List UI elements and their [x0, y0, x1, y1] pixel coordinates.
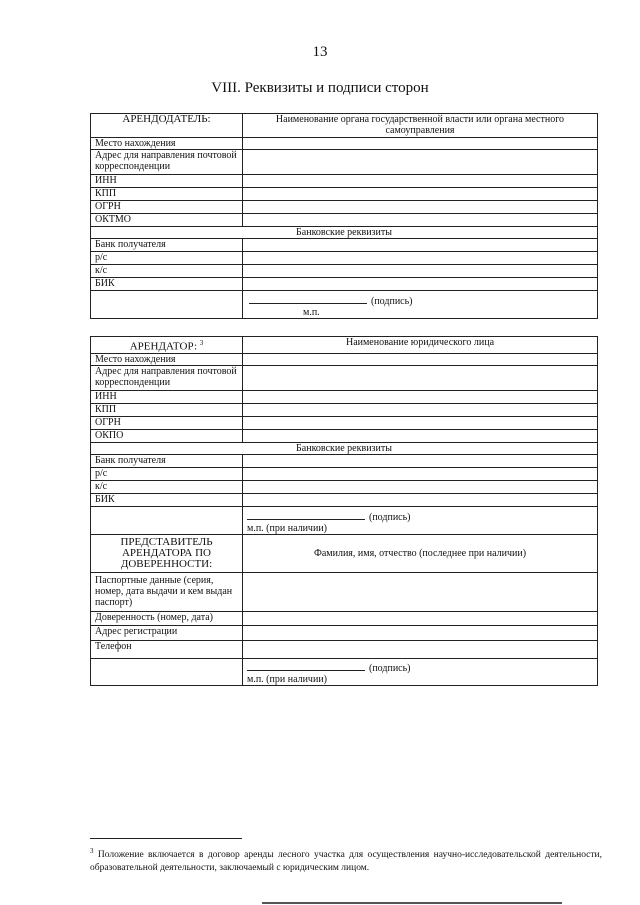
- lessee-header-value: Наименование юридического лица: [243, 337, 598, 354]
- lessee-table: [90, 336, 598, 686]
- field-label: БИК: [91, 278, 243, 291]
- field-value[interactable]: [243, 494, 598, 507]
- stamp-caption: м.п. (при наличии): [247, 523, 327, 534]
- table-row: [91, 366, 598, 391]
- field-value[interactable]: [243, 366, 598, 391]
- field-label: Адрес регистрации: [91, 626, 243, 641]
- field-label: КПП: [91, 188, 243, 201]
- field-value[interactable]: [243, 175, 598, 188]
- lessor-table: [90, 113, 598, 319]
- signature-line: [247, 510, 365, 520]
- field-label: к/с: [91, 481, 243, 494]
- footnote-mark: 3: [199, 338, 204, 347]
- field-value[interactable]: [243, 278, 598, 291]
- field-label: Адрес для направления почтовой корреспонденции: [91, 366, 243, 391]
- table-row: [91, 265, 598, 278]
- table-row: [91, 430, 598, 443]
- table-row: [91, 214, 598, 227]
- field-value[interactable]: [243, 214, 598, 227]
- table-row: [91, 188, 598, 201]
- table-row: [91, 201, 598, 214]
- signature-caption: (подпись): [371, 296, 413, 307]
- field-value[interactable]: [243, 641, 598, 659]
- field-label: Место нахождения: [91, 354, 243, 366]
- lessee-header-cell: [91, 337, 243, 354]
- field-label: Банк получателя: [91, 239, 243, 252]
- field-label: Телефон: [91, 641, 243, 659]
- field-label: Место нахождения: [91, 138, 243, 150]
- field-value[interactable]: [243, 239, 598, 252]
- lessee-header-label: АРЕНДАТОР:: [129, 340, 198, 353]
- signature-line: [247, 661, 365, 671]
- signature-row: [91, 291, 598, 319]
- representative-header-label: ПРЕДСТАВИТЕЛЬ АРЕНДАТОРА ПО ДОВЕРЕННОСТИ:: [91, 535, 243, 573]
- bank-heading: Банковские реквизиты: [91, 227, 598, 239]
- signature-cell[interactable]: [243, 507, 598, 535]
- table-row: [91, 612, 598, 626]
- signature-caption: (подпись): [369, 512, 411, 523]
- section-title: VIII. Реквизиты и подписи сторон: [211, 80, 429, 96]
- field-value[interactable]: [243, 430, 598, 443]
- field-label: Банк получателя: [91, 455, 243, 468]
- field-label: р/с: [91, 252, 243, 265]
- field-label: Адрес для направления почтовой корреспонденции: [91, 150, 243, 175]
- field-value[interactable]: [243, 188, 598, 201]
- field-value[interactable]: [243, 150, 598, 175]
- field-value[interactable]: [243, 481, 598, 494]
- field-value[interactable]: [243, 455, 598, 468]
- table-row: [91, 239, 598, 252]
- table-row: [91, 494, 598, 507]
- table-row: [91, 150, 598, 175]
- field-value[interactable]: [243, 626, 598, 641]
- field-label: ОГРН: [91, 417, 243, 430]
- table-row: [91, 626, 598, 641]
- representative-header-row: [91, 535, 598, 573]
- table-row: [91, 252, 598, 265]
- bank-heading: Банковские реквизиты: [91, 443, 598, 455]
- field-label: КПП: [91, 404, 243, 417]
- field-label: к/с: [91, 265, 243, 278]
- field-label: ИНН: [91, 391, 243, 404]
- page-number: 13: [312, 44, 328, 60]
- bank-heading-row: [91, 443, 598, 455]
- scan-edge: [262, 902, 562, 904]
- representative-header-value: Фамилия, имя, отчество (последнее при наличии): [243, 535, 598, 573]
- field-label: БИК: [91, 494, 243, 507]
- field-label: ОГРН: [91, 201, 243, 214]
- signature-caption: (подпись): [369, 663, 411, 674]
- table-row: [91, 175, 598, 188]
- table-row: [91, 138, 598, 150]
- field-value[interactable]: [243, 468, 598, 481]
- table-row: [91, 573, 598, 612]
- footnote-divider: [90, 838, 242, 839]
- field-value[interactable]: [243, 391, 598, 404]
- table-row: [91, 354, 598, 366]
- field-label: Паспортные данные (серия, номер, дата выдачи и кем выдан паспорт): [91, 573, 243, 612]
- signature-cell[interactable]: [243, 659, 598, 686]
- signature-cell[interactable]: [243, 291, 598, 319]
- signature-row: [91, 507, 598, 535]
- table-row: [91, 455, 598, 468]
- table-row: [91, 391, 598, 404]
- table-row: [91, 278, 598, 291]
- signature-line: [249, 294, 367, 304]
- field-label: ОКТМО: [91, 214, 243, 227]
- footnote-text: Положение включается в договор аренды лесного участка для осуществления научно-исследовательской деятельности, образовательной деятельности, заключаемый с юридическим лицом.: [90, 850, 603, 874]
- field-label: Доверенность (номер, дата): [91, 612, 243, 626]
- field-value[interactable]: [243, 252, 598, 265]
- footnote: [90, 845, 602, 875]
- field-value[interactable]: [243, 201, 598, 214]
- lessor-header-value: Наименование органа государственной власти или органа местного самоуправления: [243, 114, 598, 138]
- field-value[interactable]: [243, 138, 598, 150]
- lessor-header-label: АРЕНДОДАТЕЛЬ:: [91, 114, 243, 138]
- field-value[interactable]: [243, 265, 598, 278]
- stamp-caption: м.п.: [303, 307, 320, 318]
- bank-heading-row: [91, 227, 598, 239]
- table-row: [91, 468, 598, 481]
- table-row: [91, 481, 598, 494]
- stamp-caption: м.п. (при наличии): [247, 674, 327, 685]
- field-value[interactable]: [243, 417, 598, 430]
- lessee-header-row: [91, 337, 598, 354]
- table-row: [91, 641, 598, 659]
- field-value[interactable]: [243, 404, 598, 417]
- field-value[interactable]: [243, 573, 598, 612]
- table-row: [91, 404, 598, 417]
- footnote-mark: 3: [90, 847, 94, 855]
- field-label: ИНН: [91, 175, 243, 188]
- field-label: ОКПО: [91, 430, 243, 443]
- field-value[interactable]: [243, 612, 598, 626]
- field-value[interactable]: [243, 354, 598, 366]
- table-row: [91, 417, 598, 430]
- signature-row: [91, 659, 598, 686]
- lessor-header-row: [91, 114, 598, 138]
- field-label: р/с: [91, 468, 243, 481]
